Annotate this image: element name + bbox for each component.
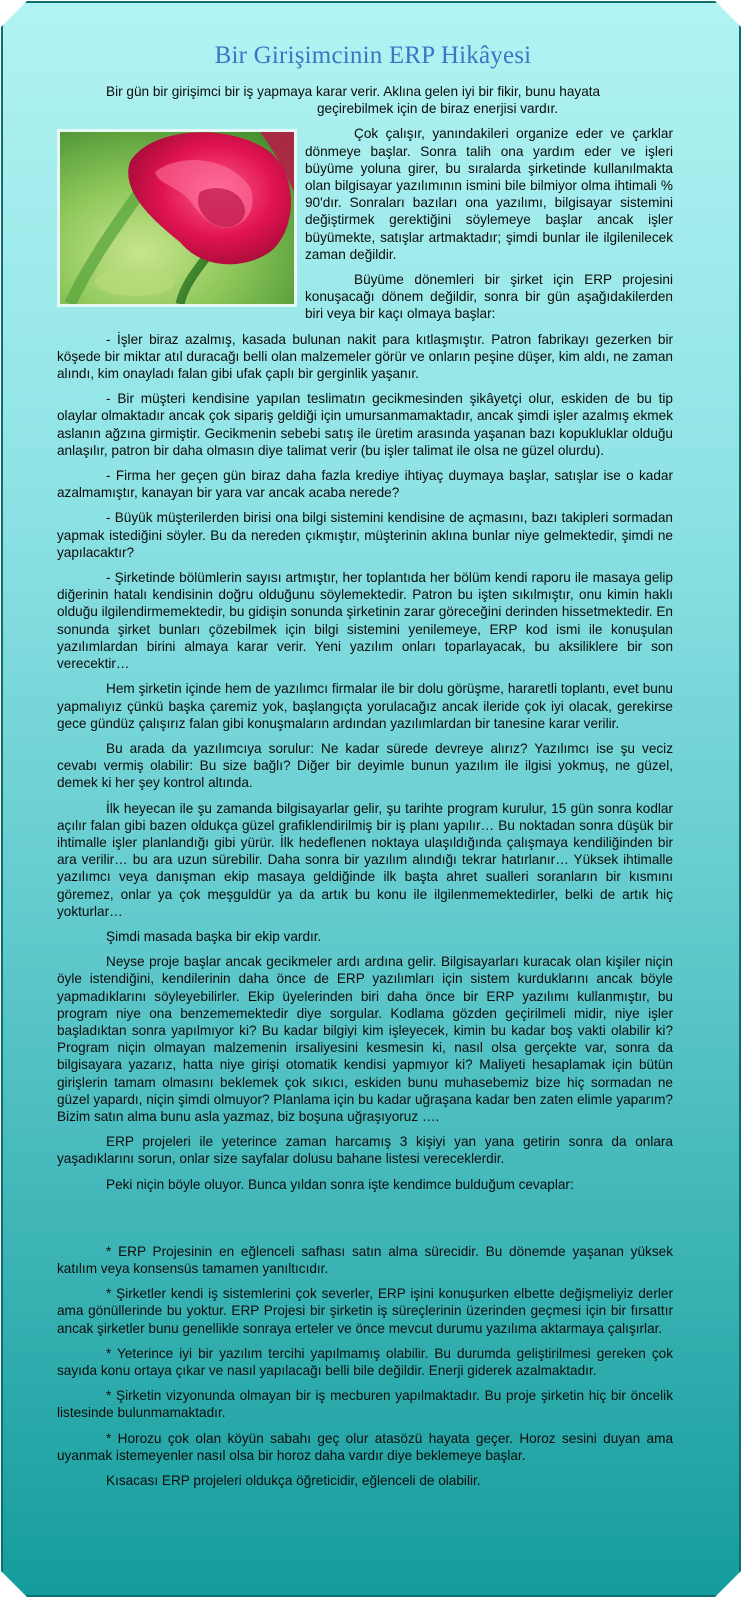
answer-3: * Yeterince iyi bir yazılım tercihi yapılmamış olabilir. Bu durumda geliştirilmesi gereken çok sayıda konu ortaya çıkar ve nasıl yapılacağı belli bile değildir. Enerji giderek azalmaktadır. [57, 1345, 673, 1378]
paragraph-13: ERP projeleri ile yeterince zaman harcamış 3 kişiyi yan yana getirin sonra da onlara yaşadıklarını sorun, onlar size sayfalar dolusu bahane listesi vereceklerdir. [57, 1134, 673, 1167]
article-title: Bir Girişimcinin ERP Hikâyesi [214, 42, 532, 69]
paragraph-4: - Bir müşteri kendisine yapılan teslimatın gecikmesinden şikâyetçi olur, eskiden de bu tip olaylar olmaktadır ancak çok sipariş geldiği için umursanmamaktadır, ancak şimdi işler azalmış ekmek aslanın ağzına girmiştir. Gecikmenin sebebi satış ile üretim arasında yaşanan bazı kopukluklar olduğu anlaşılır, patron bir daha olmasın diye talimat verir (bu işler talimat ile olsa ne güzel olurdu). [57, 391, 673, 458]
paragraph-2: Büyüme dönemleri bir şirket için ERP projesini konuşacağı dönem değildir, sonra bir gün aşağıdakilerden biri veya bir kaçı olmaya başlar: [305, 272, 673, 322]
paragraph-7: - Şirketinde bölümlerin sayısı artmıştır, her toplantıda her bölüm kendi raporu ile masaya gelip diğerinin hatalı kendisinin doğru olduğunu söylemektedir. Patron bu işten sıkılmıştır, onu kimin haklı olduğu ilgilendirmemektedir, bu gidişin sonunda şirketinin zarar göreceğini derinden hissetmektedir. En sonunda şirket bunları çözebilmek için bilgi sistemini yenilemeye, ERP kod ismi ile konuşulan yazılımlardan birini almaya karar verir. Yeni yazılım onları toparlayacak, bu aksiliklere bir son verecektir… [57, 570, 673, 672]
paragraph-6: - Büyük müşterilerden birisi ona bilgi sistemini kendisine de açmasını, bazı takipleri sormadan yapmak istediğini söyler. Bu da nereden çıkmıştır, müşterinin aklına bunlar niye gelmektedir, şimdi ne yapılacaktır? [57, 510, 673, 560]
pink-rose-photo [57, 129, 297, 307]
paragraph-14: Peki niçin böyle oluyor. Bunca yıldan sonra işte kendimce bulduğum cevaplar: [106, 1176, 574, 1192]
paragraph-1: Çok çalışır, yanındakileri organize eder ve çarklar dönmeye başlar. Sonra talih ona yardım eder ve işleri büyüme yoluna girer, bu sıralarda şirketinde kullanılmakta olan bilgisayar yazılımının ismini bile bilmiyor olma ihtimali % 90'dır. Sonraları bazıları ona yazılımı, bilgisayar sistemini değiştirmek gerektiğini söylemeye başlar ancak işler büyümekte, satışlar artmaktadır; şimdi bunlar ile ilgilenilecek zaman değildir. [305, 126, 673, 262]
paragraph-8: Hem şirketin içinde hem de yazılımcı firmalar ile bir dolu görüşme, hararetli toplantı, evet bunu yapmalıyız çünkü başka çaremiz yok, başlangıçta yorulacağız ancak ileride çok iyi olacak, gerekirse gece gündüz çalışırız falan gibi konuşmaların ardından yazılımlardan bir tanesine karar verilir. [57, 681, 673, 731]
intro-line-1: Bir gün bir girişimci bir iş yapmaya karar verir. Aklına gelen iyi bir fikir, bunu hayata [106, 84, 601, 99]
paragraph-5: - Firma her geçen gün biraz daha fazla krediye ihtiyaç duymaya başlar, satışlar ise o kadar azalmamıştır, kanayan bir yara var ancak acaba nerede? [57, 468, 673, 501]
intro-line-2: geçirebilmek için de biraz enerjisi vardır. [317, 101, 559, 117]
answer-5: * Horozu çok olan köyün sabahı geç olur atasözü hayata geçer. Horoz sesini duyan ama uyanmak istemeyenler nasıl olsa bir horoz daha vardır diye beklemeye başlar. [57, 1430, 673, 1463]
paragraph-11: Şimdi masada başka bir ekip vardır. [106, 928, 322, 944]
paragraph-10: İlk heyecan ile şu zamanda bilgisayarlar gelir, şu tarihte program kurulur, 15 gün sonra kodlar açılır falan gibi bazen oldukça güzel grafiklendirilmiş bir iş planı yapılır… Bu noktadan sonra düşük bir ihtimalle işler planlandığı gibi yürür. İlk hedeflenen noktaya ulaşıldığında çalışmaya kendiliğinden bir ara verilir… bu ara uzun sürebilir. Daha sonra bir yazılım alındığı tekrar hatırlanır… Yüksek ihtimalle yazılımcı veya danışman ekip masaya geldiğinde ilk başta ahret sualleri soranların bir kısmını göremez, onlar ya çok meşguldür ya da artık bu konu ile ilgilenmemektedirler, belki de artık hiç yokturlar… [57, 800, 673, 919]
section-spacer [57, 1201, 673, 1243]
rose-image-icon [60, 132, 294, 304]
paragraph-3: - İşler biraz azalmış, kasada bulunan nakit para kıtlaşmıştır. Patron fabrikayı gezerken bir köşede bir miktar atıl duracağı belli olan malzemeler görür ve onların peşine düşer, kim aldı, ne zaman alındı, kim onayladı falan gibi ufak çaplı bir gerginlik yaşanır. [57, 331, 673, 382]
conclusion: Kısacası ERP projeleri oldukça öğreticidir, eğlenceli de olabilir. [106, 1473, 481, 1489]
paragraph-12: Neyse proje başlar ancak gecikmeler ardı ardına gelir. Bilgisayarları kuracak olan kişiler niçin öyle istendiğini, kendilerinin daha önce de ERP yazılımları için sistem kurduklarını ancak böyle yapmadıklarını söyleyebilirler. Ekip üyelerinden biri daha önce bir ERP yazılımı kullanmıştır, bu program niye ona benzememektedir diye sorgular. Kodlama gözden geçirilmeli midir, niye işler başladıktan sonra yapılmıyor ki? Bu kadar bilgiyi kim işleyecek, kimin bu kadar boş vakti olabilir ki? Program niçin olmayan malzemenin irsaliyesini kesmesin ki, nasıl olsa gerçekte var, sonra da bilgisayara yazarız, hatta niye girişi otomatik kendisi yapmıyor ki? Maliyeti hesaplamak için bütün girişlerin tamam olmasını beklemek çok sıkıcı, eskiden bunu muhasebemiz bize hiç sormadan ne güzel yapardı, niçin şimdi olmuyor? Planlama için bu kadar uğraşana kadar ben zaten elimle yaparım? Bizim satın alma bunu asla yazmaz, biz boşuna uğraşıyoruz …. [57, 954, 673, 1124]
answer-4: * Şirketin vizyonunda olmayan bir iş mecburen yapılmaktadır. Bu proje şirketin hiç bir öncelik listesinde bulunmamaktadır. [57, 1388, 673, 1421]
article-body [57, 83, 673, 1497]
paragraph-9: Bu arada da yazılımcıya sorulur: Ne kadar sürede devreye alırız? Yazılımcı ise şu veciz cevabı vermiş olabilir: Bu size bağlı? Diğer bir deyimle bunun yazılım ile ilgisi yokmuş, ne güzel, demek ki her şey kontrol altında. [57, 740, 673, 791]
answer-2: * Şirketler kendi iş sistemlerini çok severler, ERP işini konuşurken elbette değişmeliyiz derler ama gönüllerinde bu yoktur. ERP Projesi bir şirketin iş süreçlerinin üzerinden geçmesi için bir fırsattır ancak şirketler bunu genellikle sonraya erteler ve önce mevcut durumu yazılıma aktarmaya çalışırlar. [57, 1286, 673, 1336]
answer-1: * ERP Projesinin en eğlenceli safhası satın alma sürecidir. Bu dönemde yaşanan yüksek katılım veya konsensüs tamamen yanıltıcıdır. [57, 1243, 673, 1276]
